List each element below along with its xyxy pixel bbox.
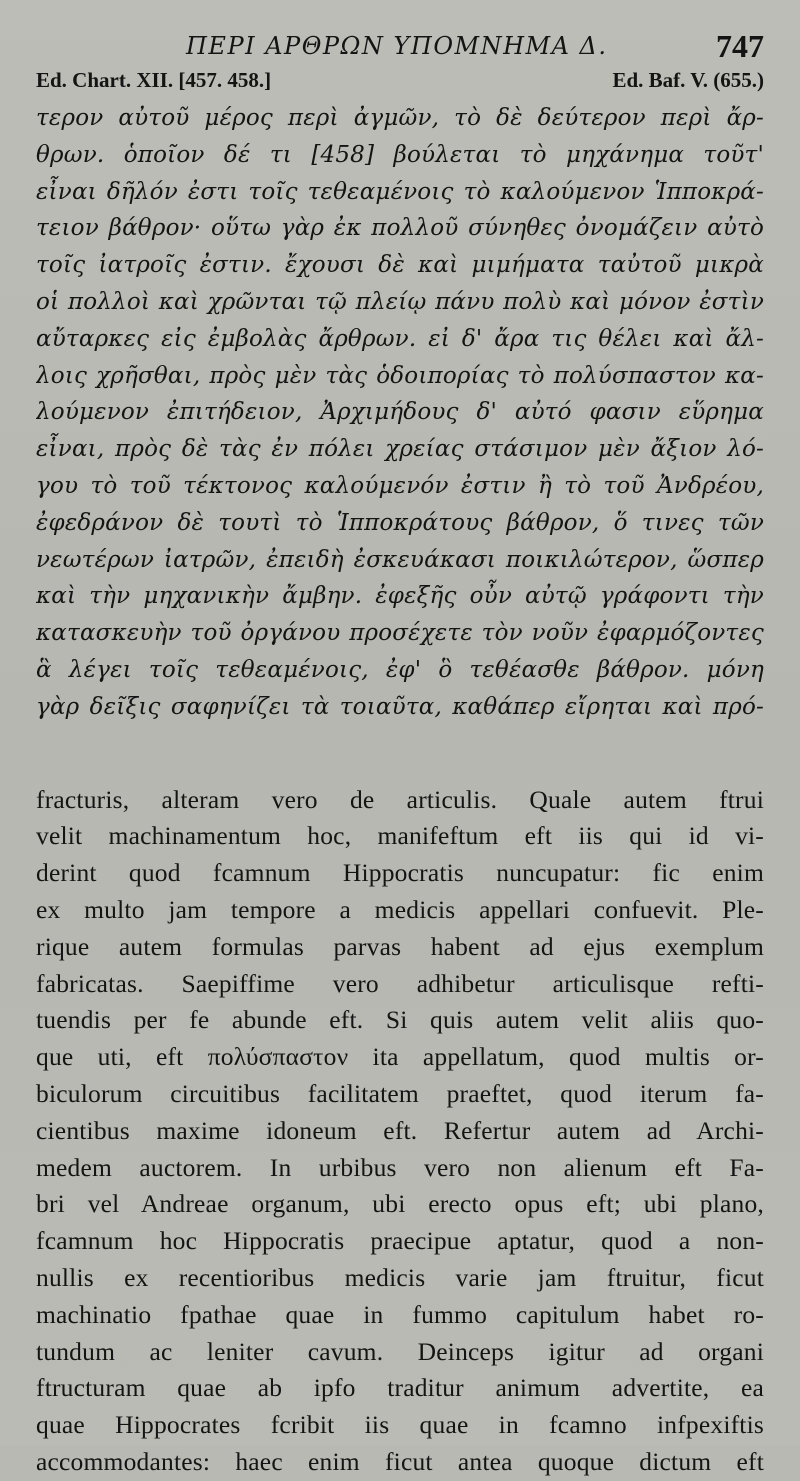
greek-line: θρων. ὁποῖον δέ τι [458] βούλεται τὸ μηχάνημα τοῦτ': [36, 141, 764, 168]
latin-line: nullis ex recentioribus medicis varie jam ftruitur, ficut: [36, 1262, 764, 1292]
greek-line: οἱ πολλοὶ καὶ χρῶνται τῷ πλείῳ πάνυ πολὺ καὶ μόνον ἐστὶν: [36, 288, 764, 315]
greek-line: αὔταρκες εἰς ἐμβολὰς ἄρθρων. εἰ δ' ἄρα τις θέλει καὶ ἄλ-: [36, 325, 764, 352]
latin-line: fabricatas. Saepiffime vero adhibetur articulisque refti-: [36, 968, 764, 998]
edition-line: [36, 68, 764, 100]
greek-line: τερον αὐτοῦ μέρος περὶ ἀγμῶν, τὸ δὲ δεύτερον περὶ ἄρ-: [36, 105, 764, 131]
greek-line: γὰρ δεῖξις σαφηνίζει τὰ τοιαῦτα, καθάπερ εἴρηται καὶ πρό-: [36, 693, 764, 720]
greek-line: καὶ τὴν μηχανικὴν ἄμβην. ἐφεξῆς οὖν αὐτῷ γράφοντι τὴν: [36, 583, 764, 610]
latin-text-block: [36, 782, 764, 1481]
latin-line: ex multo jam tempore a medicis appellari confuevit. Ple-: [36, 894, 764, 924]
latin-line: biculorum circuitibus facilitatem praeftet, quod iterum fa-: [36, 1078, 764, 1108]
latin-line: tuendis per fe abunde eft. Si quis autem velit aliis quo-: [36, 1005, 764, 1035]
latin-line: cientibus maxime idoneum eft. Refertur autem ad Archi-: [36, 1115, 764, 1145]
latin-line: accommodantes: haec enim ficut antea quoque dictum eft: [36, 1446, 764, 1476]
latin-line: bri vel Andreae organum, ubi erecto opus eft; ubi plano,: [36, 1189, 764, 1219]
latin-line: fracturis, alteram vero de articulis. Quale autem ftrui: [36, 784, 764, 814]
greek-line: ἃ λέγει τοῖς τεθεαμένοις, ἐφ' ὃ τεθέασθε βάθρον. μόνη: [36, 656, 764, 683]
latin-line: quae Hippocrates fcribit iis quae in fcamno infpexiftis: [36, 1410, 764, 1440]
latin-line: tundum ac leniter cavum. Deinceps igitur ad organi: [36, 1336, 764, 1366]
greek-line: λοις χρῆσθαι, πρὸς μὲν τὰς ὁδοιπορίας τὸ πολύσπαστον κα-: [36, 362, 764, 389]
greek-line: ἐφεδράνον δὲ τουτὶ τὸ Ἱπποκράτους βάθρον, ὅ τινες τῶν: [36, 509, 764, 536]
greek-line: τειον βάθρον· οὕτω γὰρ ἐκ πολλοῦ σύνηθες ὀνομάζειν αὐτὸ: [36, 215, 764, 242]
running-head: [36, 28, 764, 68]
page-number: 747: [716, 28, 764, 64]
latin-line: derint quod fcamnum Hippocratis nuncupatur: fic enim: [36, 858, 764, 888]
greek-line: εἶναι, πρὸς δὲ τὰς ἐν πόλει χρείας στάσιμον μὲν ἄξιον λό-: [36, 436, 764, 463]
greek-line: εἶναι δῆλόν ἐστι τοῖς τεθεαμένοις τὸ καλούμενον Ἱπποκρά-: [36, 178, 764, 205]
greek-line: γου τὸ τοῦ τέκτονος καλούμενόν ἐστιν ἢ τὸ τοῦ Ἀνδρέου,: [36, 472, 764, 499]
latin-line: que uti, eft πολύσπαστον ita appellatum, quod multis or-: [36, 1042, 764, 1072]
greek-text-block: [36, 100, 764, 726]
greek-line: τοῖς ἰατροῖς ἐστιν. ἔχουσι δὲ καὶ μιμήματα ταὐτοῦ μικρὰ: [36, 252, 764, 279]
latin-line: medem auctorem. In urbibus vero non alienum eft Fa-: [36, 1152, 764, 1182]
greek-line: νεωτέρων ἰατρῶν, ἐπειδὴ ἐσκευάκασι ποικιλώτερον, ὥσπερ: [36, 546, 764, 573]
section-gap: [36, 726, 764, 782]
edition-reference-left: Ed. Chart. XII. [457. 458.]: [36, 68, 272, 92]
latin-line: fcamnum hoc Hippocratis praecipue aptatur, quod a non-: [36, 1226, 764, 1256]
latin-line: ftructuram quae ab ipfo traditur animum advertite, ea: [36, 1373, 764, 1403]
latin-line: rique autem formulas parvas habent ad ejus exemplum: [36, 931, 764, 961]
edition-reference-right: Ed. Baf. V. (655.): [612, 68, 764, 92]
latin-line: velit machinamentum hoc, manifeftum eft iis qui id vi-: [36, 821, 764, 851]
running-title: ΠΕΡΙ ΑΡΘΡΩΝ ΥΠΟΜΝΗΜΑ Δ.: [186, 32, 608, 60]
greek-line: κατασκευὴν τοῦ ὀργάνου προσέχετε τὸν νοῦν ἐφαρμόζοντες: [36, 620, 764, 647]
latin-line: machinatio fpathae quae in fummo capitulum habet ro-: [36, 1299, 764, 1329]
greek-line: λούμενον ἐπιτήδειον, Ἀρχιμήδους δ' αὐτό φασιν εὕρημα: [36, 399, 764, 426]
